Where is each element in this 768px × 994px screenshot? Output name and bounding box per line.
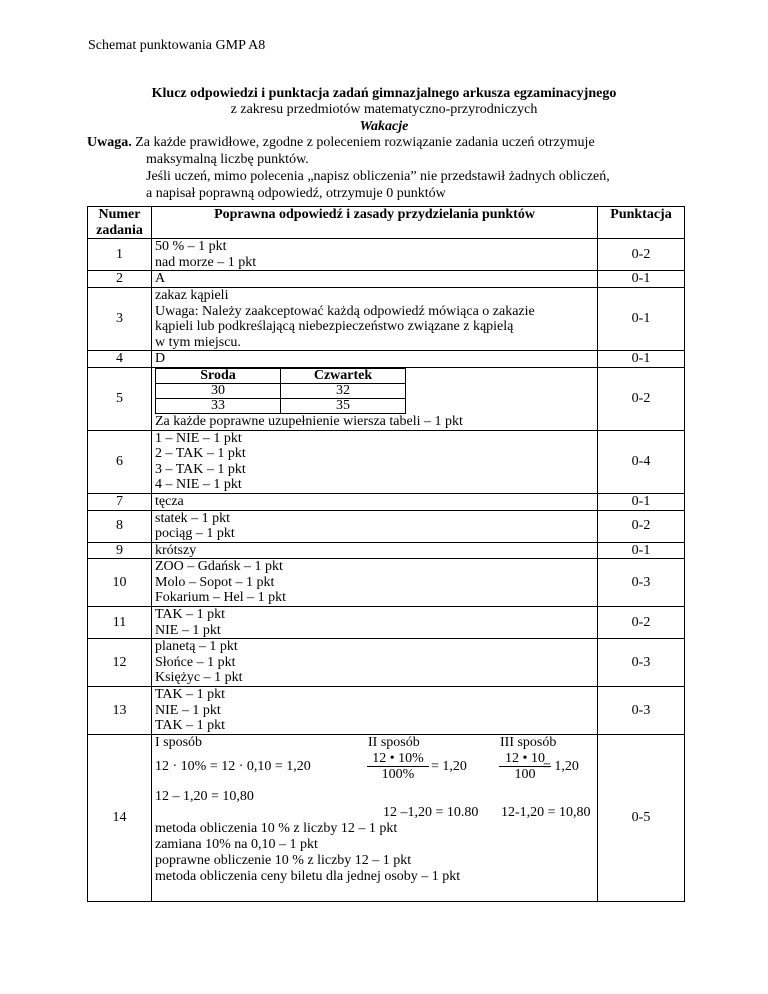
answer-line: kąpieli lub podkreślającą niebezpieczeństwo związane z kąpielą bbox=[155, 319, 514, 335]
answer-cell bbox=[152, 510, 598, 542]
header-number: Numer zadania bbox=[88, 207, 152, 239]
answer-line: zakaz kąpieli bbox=[155, 287, 229, 303]
answer-line: krótszy bbox=[155, 542, 197, 558]
table-row bbox=[88, 687, 685, 735]
answer-line: TAK – 1 pkt bbox=[155, 718, 226, 734]
answer-line: Słońce – 1 pkt bbox=[155, 654, 236, 670]
table-row bbox=[88, 607, 685, 639]
answer-line: w tym miejscu. bbox=[155, 334, 241, 350]
method-2-sub: 12 –1,20 = 10.80 bbox=[383, 804, 479, 820]
task-number: 6 bbox=[88, 430, 152, 493]
answer-cell bbox=[152, 559, 598, 607]
sub-table-cell: 30 bbox=[156, 383, 281, 398]
answer-line: planetą – 1 pkt bbox=[155, 639, 238, 655]
method-3-result: = 1,20 bbox=[543, 758, 579, 774]
task-number: 3 bbox=[88, 287, 152, 350]
sub-table-cell: 33 bbox=[156, 398, 281, 413]
table-row bbox=[88, 559, 685, 607]
points-cell: 0-2 bbox=[598, 239, 685, 271]
answer-key-table bbox=[87, 206, 685, 902]
table-row bbox=[88, 510, 685, 542]
answer-line: D bbox=[155, 351, 166, 367]
points-cell: 0-1 bbox=[598, 493, 685, 510]
answer-line: statek – 1 pkt bbox=[155, 510, 231, 526]
method-2-result: = 1,20 bbox=[431, 758, 467, 774]
answer-line: NIE – 1 pkt bbox=[155, 622, 221, 638]
table-row bbox=[88, 639, 685, 687]
task-number: 2 bbox=[88, 271, 152, 288]
fraction-numerator: 12 • 10 bbox=[505, 750, 545, 766]
method-2-title: II sposób bbox=[368, 734, 420, 750]
table-row bbox=[88, 542, 685, 559]
criterion-line: poprawne obliczenie 10 % z liczby 12 – 1 pkt bbox=[155, 852, 412, 868]
task-number: 13 bbox=[88, 687, 152, 735]
criterion-line: metoda obliczenia ceny biletu dla jednej osoby – 1 pkt bbox=[155, 868, 461, 884]
method-1-sub: 12 – 1,20 = 10,80 bbox=[155, 788, 254, 804]
answer-line: Uwaga: Należy zaakceptować każdą odpowiedź mówiąca o zakazie bbox=[155, 303, 535, 319]
table-row bbox=[88, 367, 685, 430]
answer-line: Molo – Sopot – 1 pkt bbox=[155, 574, 275, 590]
sub-table-cell: 35 bbox=[281, 398, 406, 413]
fraction-numerator: 12 • 10% bbox=[372, 750, 424, 766]
answer-line: Księżyc – 1 pkt bbox=[155, 670, 243, 686]
points-cell: 0-3 bbox=[598, 687, 685, 735]
answer-line: pociąg – 1 pkt bbox=[155, 526, 235, 542]
fraction-denominator: 100 bbox=[499, 766, 551, 783]
answer-line: ZOO – Gdańsk – 1 pkt bbox=[155, 559, 283, 575]
answer-cell bbox=[152, 271, 598, 288]
answer-line: nad morze – 1 pkt bbox=[155, 254, 257, 270]
answer-line: NIE – 1 pkt bbox=[155, 702, 221, 718]
criterion-line: metoda obliczenia 10 % z liczby 12 – 1 pkt bbox=[155, 820, 398, 836]
points-cell: 0-1 bbox=[598, 542, 685, 559]
task-number: 1 bbox=[88, 239, 152, 271]
answer-cell bbox=[152, 493, 598, 510]
method-2-fraction bbox=[367, 751, 429, 783]
answer-line: tęcza bbox=[155, 493, 184, 509]
answer-cell bbox=[152, 287, 598, 350]
task-number: 11 bbox=[88, 607, 152, 639]
points-cell: 0-3 bbox=[598, 559, 685, 607]
answer-line: 50 % – 1 pkt bbox=[155, 239, 227, 255]
table-row bbox=[88, 287, 685, 350]
points-cell: 0-4 bbox=[598, 430, 685, 493]
answer-cell bbox=[152, 239, 598, 271]
note-line: Za każde prawidłowe, zgodne z poleceniem rozwiązanie zadania uczeń otrzymuje bbox=[131, 135, 595, 150]
answer-line: A bbox=[155, 271, 166, 287]
points-cell: 0-1 bbox=[598, 351, 685, 368]
note-label: Uwaga. bbox=[87, 135, 132, 150]
table-row bbox=[88, 734, 685, 901]
header-points: Punktacja bbox=[598, 207, 685, 239]
method-3-title: III sposób bbox=[500, 734, 557, 750]
note-line: Jeśli uczeń, mimo polecenia „napisz obliczenia” nie przedstawił żadnych obliczeń, bbox=[146, 169, 610, 184]
sub-table-header: Środa bbox=[156, 368, 281, 383]
criterion-line: zamiana 10% na 0,10 – 1 pkt bbox=[155, 836, 318, 852]
table-row bbox=[88, 430, 685, 493]
doc-title: Klucz odpowiedzi i punktacja zadań gimnazjalnego arkusza egzaminacyjnego bbox=[151, 86, 617, 101]
note-block bbox=[87, 134, 687, 202]
sub-table-header: Czwartek bbox=[281, 368, 406, 383]
page-header: Schemat punktowania GMP A8 bbox=[88, 38, 266, 53]
answer-cell bbox=[152, 607, 598, 639]
method-1-title: I sposób bbox=[155, 734, 203, 750]
table-row bbox=[88, 271, 685, 288]
answer-line: 2 – TAK – 1 pkt bbox=[155, 446, 246, 462]
sub-table bbox=[155, 368, 406, 414]
note-line: maksymalną liczbę punktów. bbox=[146, 152, 309, 167]
points-cell: 0-2 bbox=[598, 607, 685, 639]
table-row bbox=[88, 493, 685, 510]
answer-cell bbox=[152, 351, 598, 368]
sub-table-cell: 32 bbox=[281, 383, 406, 398]
answer-line: 4 – NIE – 1 pkt bbox=[155, 477, 242, 493]
points-cell: 0-1 bbox=[598, 287, 685, 350]
task-number: 14 bbox=[88, 734, 152, 901]
answer-cell bbox=[152, 367, 598, 430]
answer-cell bbox=[152, 687, 598, 735]
answer-line: 3 – TAK – 1 pkt bbox=[155, 461, 246, 477]
answer-line: Za każde poprawne uzupełnienie wiersza tabeli – 1 pkt bbox=[155, 413, 463, 429]
task-number: 7 bbox=[88, 493, 152, 510]
fraction-denominator: 100% bbox=[367, 766, 429, 783]
note-line: a napisał poprawną odpowiedź, otrzymuje 0 punktów bbox=[146, 186, 446, 201]
task-number: 4 bbox=[88, 351, 152, 368]
method-1-calc: 12 · 10% = 12 · 0,10 = 1,20 bbox=[155, 758, 311, 774]
answer-line: Fokarium – Hel – 1 pkt bbox=[155, 590, 287, 606]
task-number: 5 bbox=[88, 367, 152, 430]
answer-line: 1 – NIE – 1 pkt bbox=[155, 430, 242, 446]
points-cell: 0-3 bbox=[598, 639, 685, 687]
answer-line: TAK – 1 pkt bbox=[155, 607, 226, 623]
task-number: 8 bbox=[88, 510, 152, 542]
task-number: 9 bbox=[88, 542, 152, 559]
answer-cell bbox=[152, 639, 598, 687]
answer-cell bbox=[152, 430, 598, 493]
points-cell: 0-2 bbox=[598, 510, 685, 542]
method-3-sub: 12-1,20 = 10,80 bbox=[501, 804, 591, 820]
answer-cell bbox=[152, 734, 598, 901]
table-header-row bbox=[88, 207, 685, 239]
task-number: 10 bbox=[88, 559, 152, 607]
answer-line: TAK – 1 pkt bbox=[155, 687, 226, 703]
doc-subtitle: z zakresu przedmiotów matematyczno-przyrodniczych bbox=[230, 102, 538, 117]
task-number: 12 bbox=[88, 639, 152, 687]
points-cell: 0-5 bbox=[598, 734, 685, 901]
header-answer: Poprawna odpowiedź i zasady przydzielania punktów bbox=[152, 207, 598, 239]
answer-cell bbox=[152, 542, 598, 559]
points-cell: 0-2 bbox=[598, 367, 685, 430]
table-row bbox=[88, 351, 685, 368]
table-row bbox=[88, 239, 685, 271]
doc-topic: Wakacje bbox=[359, 119, 409, 134]
points-cell: 0-1 bbox=[598, 271, 685, 288]
